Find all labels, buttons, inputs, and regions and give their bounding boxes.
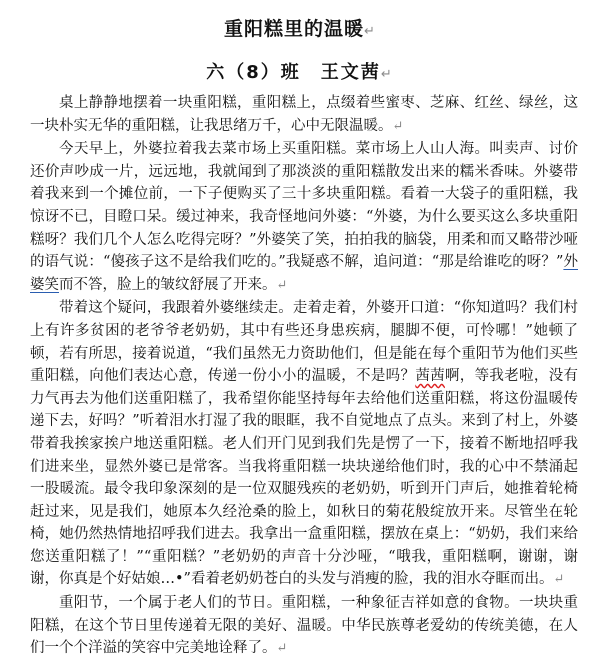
document-title bbox=[0, 14, 600, 41]
author-text: 六（8）班 王文茜 bbox=[206, 62, 381, 83]
paragraph bbox=[30, 92, 578, 138]
paragraph-mark-icon: ↵ bbox=[276, 277, 288, 293]
document-author bbox=[0, 58, 600, 84]
paragraph bbox=[30, 592, 578, 661]
paragraph bbox=[30, 138, 578, 297]
paragraph-text: 啊，等我老啦，没有力气再去为他们送重阳糕了，我希望你能坚持每年去给他们送重阳糕，将这份温暖传递下去，好吗？”听着泪水打湿了我的眼眶，我不自觉地点了点头。来到了村上，外婆带着我挨家挨户地送重阳糕。老人们开门见到我们先是愣了一下，接着不断地招呼我们进来坐，显然外婆已是常客。当我将重阳糕一块块递给他们时，我的心中不禁涌起一股暖流。最令我印象深刻的是一位双腿残疾的老奶奶，听到开门声后，她推着轮椅赶过来，见是我们，她原本久经沧桑的脸上，如秋日的菊花般绽放开来。尽管坐在轮椅，她仍然热情地招呼我们进去。我拿出一盒重阳糕，摆放在桌上：“奶奶，我们来给您送重阳糕了！”“重阳糕？”老奶奶的声音十分沙哑，“哦我，重阳糕啊，谢谢，谢谢，你真是个好姑娘…•”看着老奶奶苍白的头发与消瘦的脸，我的泪水夺眶而出。 bbox=[30, 368, 579, 588]
paragraph-text: 带着这个疑问，我跟着外婆继续走。走着走着，外婆开口道：“你知道吗？我们村上有许多贫困的老爷爷老奶奶，其中有些还身患疾病，腿脚不便，可怜哪！”她顿了顿，若有所思，接着说道，“我们虽然无力资助他们，但是能在每个重阳节为他们买些重阳糕，向他们表达心意，传递一份小小的温暖，不是吗？ bbox=[30, 300, 578, 385]
paragraph-mark-icon: ↵ bbox=[380, 67, 394, 82]
underlined-text: 外婆笑 bbox=[30, 254, 578, 293]
spellcheck-marked-text: 茜茜 bbox=[415, 368, 445, 385]
paragraph-mark-icon: ↵ bbox=[276, 641, 288, 657]
paragraph-text: 重阳节，一个属于老人们的节日。重阳糕，一种象征吉祥如意的食物。一块块重阳糕，在这个节日里传递着无限的美好、温暖。中华民族尊老爱幼的传统美德，在人们一个个洋溢的笑容中完美地诠释了。 bbox=[30, 595, 578, 657]
paragraph-mark-icon: ↵ bbox=[553, 572, 565, 588]
document-body bbox=[30, 92, 578, 661]
paragraph bbox=[30, 297, 578, 592]
paragraph-mark-icon: ↵ bbox=[364, 24, 376, 39]
paragraph-text: 今天早上，外婆拉着我去菜市场上买重阳糕。菜市场上人山人海。叫卖声、讨价还价声吵成一片，远远地，我就闻到了那淡淡的重阳糕散发出来的糯米香味。外婆带着我来到一个摊位前，一下子便购买了三十多块重阳糕。看着一大袋子的重阳糕，我惊讶不已，目瞪口呆。缓过神来，我奇怪地问外婆：“外婆，为什么要买这么多块重阳糕呀？我们几个人怎么吃得完呀？”外婆笑了笑，拍拍我的脑袋，用柔和而又略带沙哑的语气说：“傻孩子这不是给我们吃的。”我疑惑不解，追问道：“那是给谁吃的呀？” bbox=[30, 141, 578, 271]
title-text: 重阳糕里的温暖 bbox=[224, 18, 365, 40]
paragraph-text: 桌上静静地摆着一块重阳糕，重阳糕上，点缀着些蜜枣、芝麻、红丝、绿丝，这一块朴实无华的重阳糕，让我思绪万千，心中无限温暖。 bbox=[30, 95, 578, 134]
paragraph-mark-icon: ↵ bbox=[392, 118, 404, 134]
paragraph-text: 而不答，脸上的皱纹舒展了开来。 bbox=[59, 276, 277, 293]
